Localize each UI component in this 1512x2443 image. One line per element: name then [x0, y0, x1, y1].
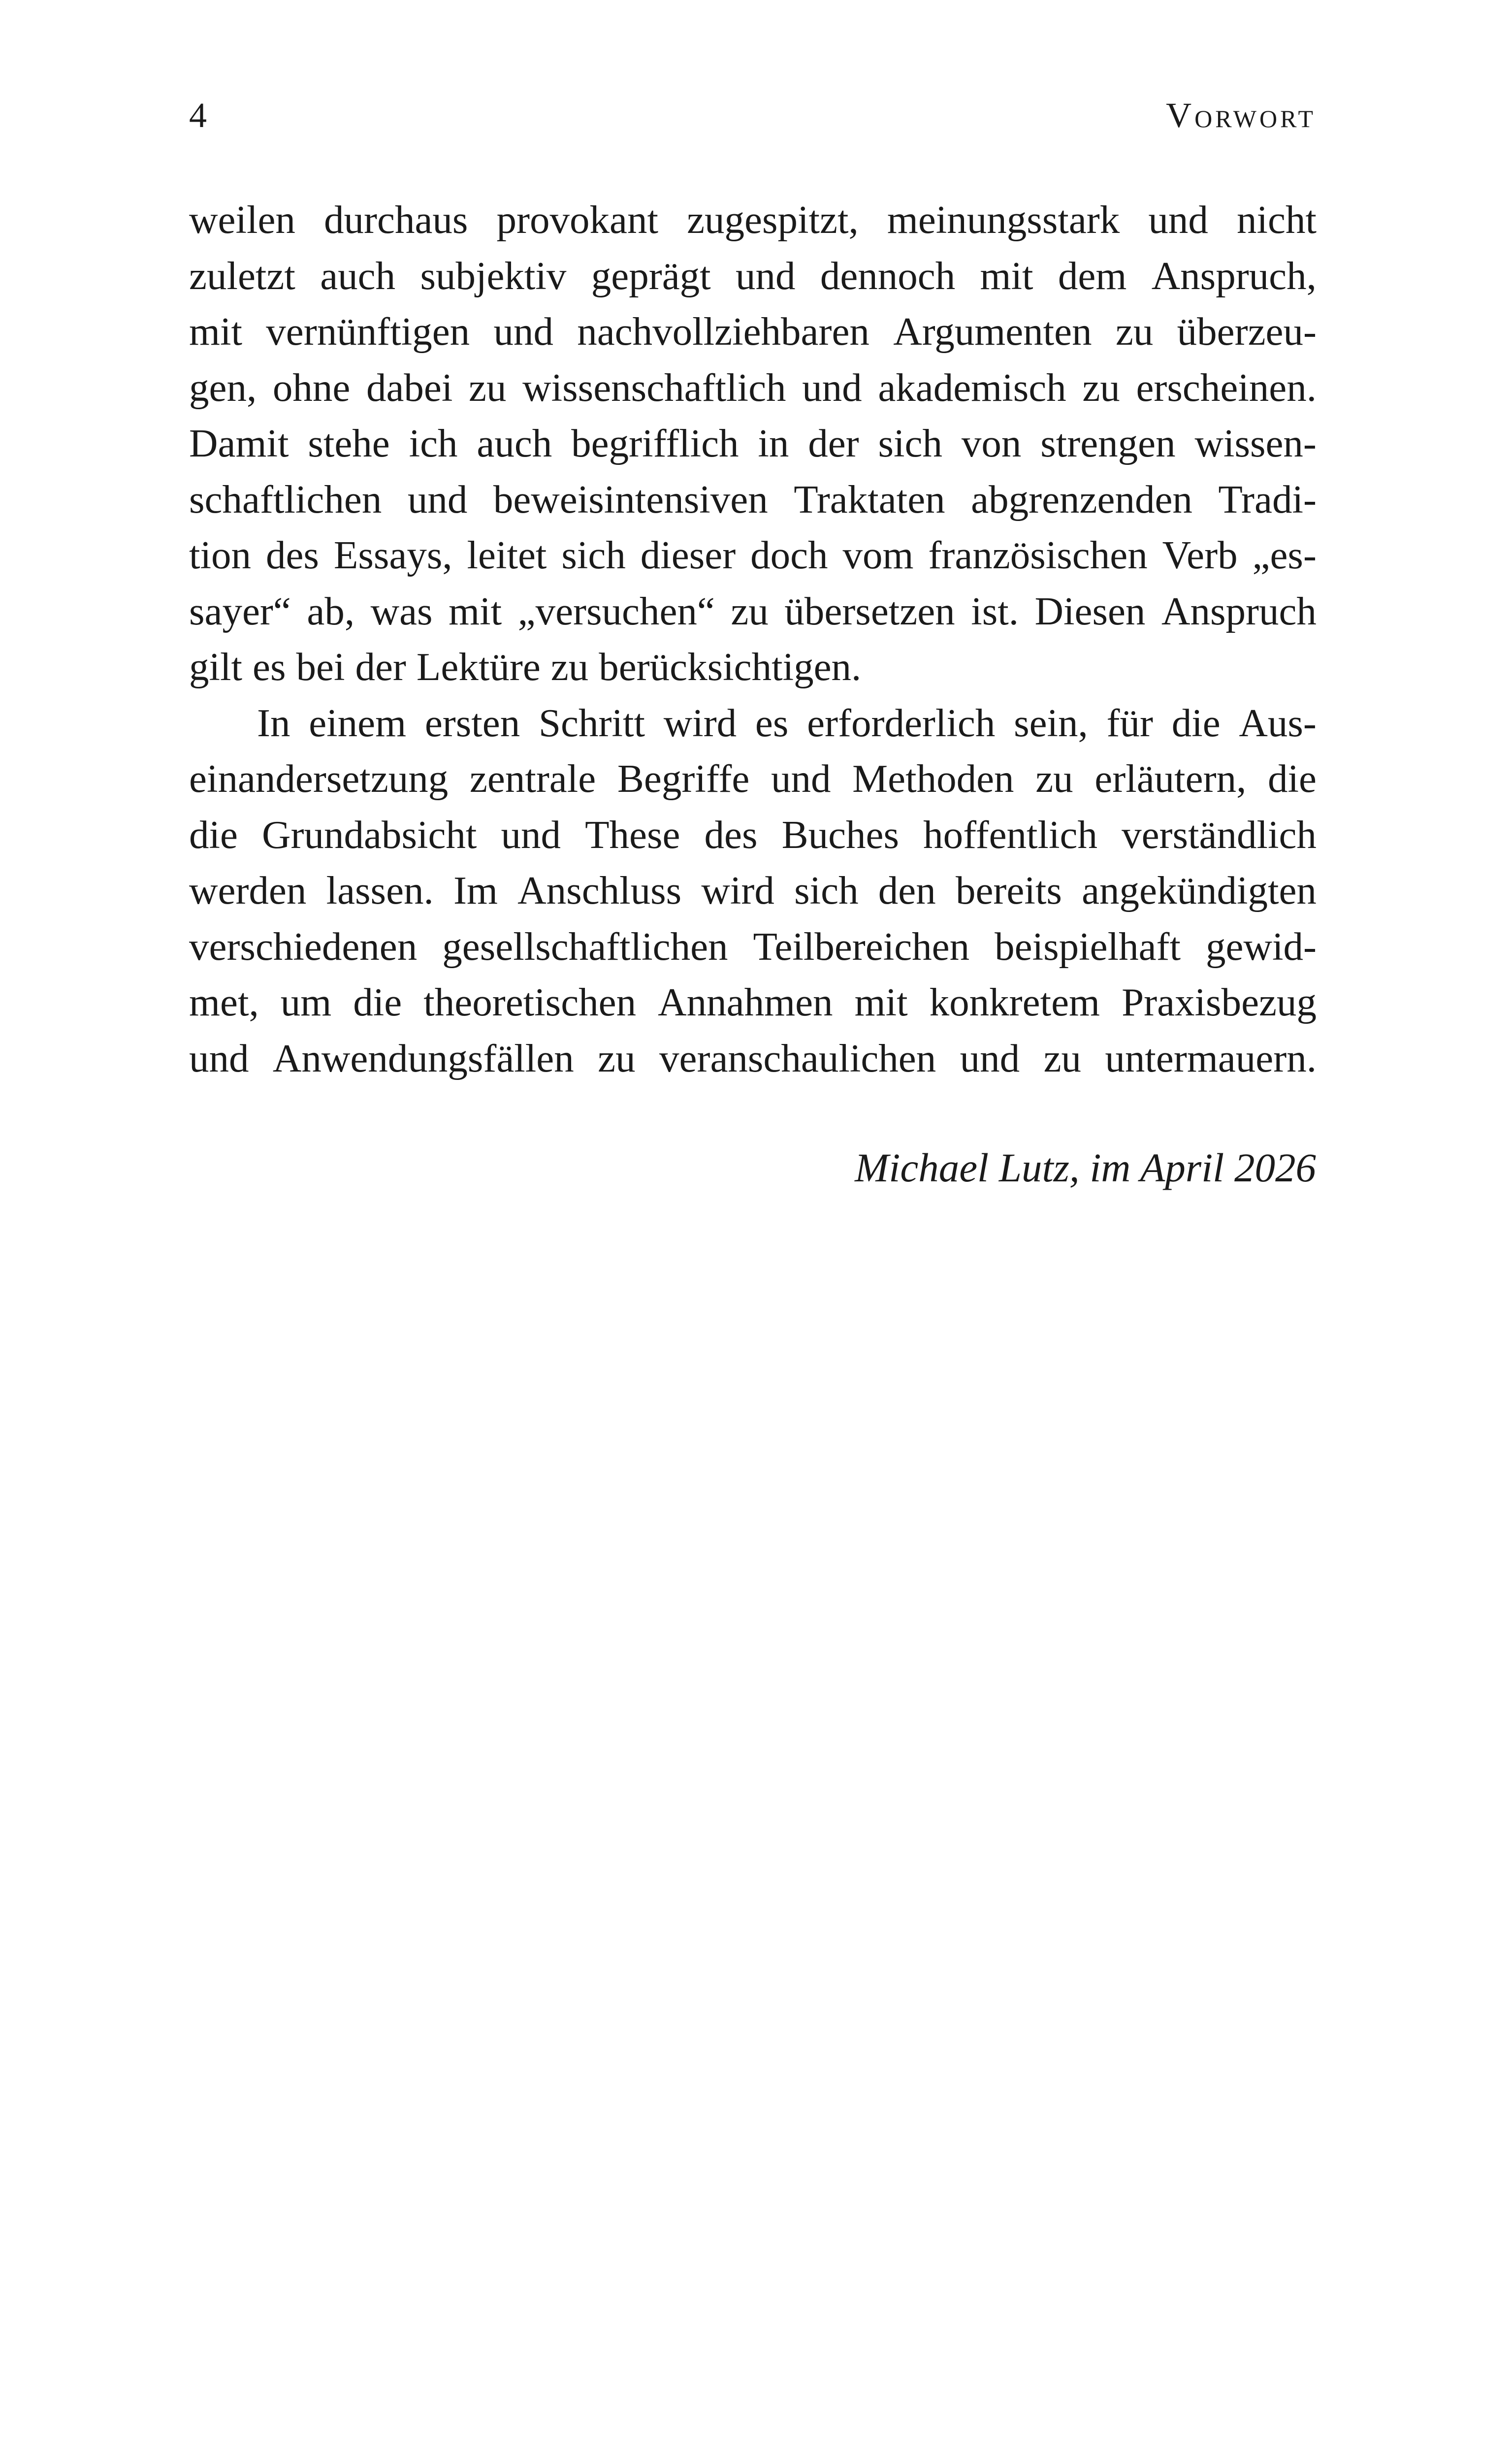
- text-line: [189, 639, 1317, 695]
- word: Teilbereichen: [753, 924, 970, 969]
- word: berücksichtigen.: [599, 645, 862, 689]
- text-line: [189, 807, 1317, 863]
- word: die: [1268, 756, 1317, 801]
- word: subjektiv: [420, 253, 567, 298]
- word: lassen.: [326, 868, 434, 912]
- word: schaftlichen: [189, 477, 382, 521]
- text-line: [189, 584, 1317, 640]
- word: die: [189, 812, 238, 857]
- word: mit: [854, 980, 908, 1024]
- text-line: [189, 527, 1317, 584]
- word: Praxisbezug: [1122, 980, 1317, 1024]
- word: meinungsstark: [887, 197, 1120, 242]
- word: Annahmen: [658, 980, 833, 1024]
- word: und: [189, 1036, 249, 1080]
- word: weilen: [189, 197, 295, 242]
- word: erläutern,: [1094, 756, 1247, 801]
- word: veranschaulichen: [659, 1036, 936, 1080]
- word: Begriffe: [617, 756, 750, 801]
- word: ab,: [307, 588, 355, 633]
- word: wissen-: [1194, 421, 1317, 465]
- running-head: Vorwort: [1166, 96, 1316, 135]
- text-line: [189, 919, 1317, 975]
- word: einem: [309, 700, 407, 745]
- word: und: [1148, 197, 1208, 242]
- word: In: [257, 700, 290, 745]
- word: konkretem: [929, 980, 1100, 1024]
- word: wird: [701, 868, 774, 912]
- word: gilt: [189, 645, 243, 689]
- word: Traktaten: [794, 477, 945, 521]
- word: wissenschaftlich: [522, 365, 786, 410]
- body-text: [189, 192, 1317, 1086]
- text-line: [189, 863, 1317, 919]
- word: zu: [1035, 756, 1073, 801]
- word: den: [878, 868, 936, 912]
- word: Im: [453, 868, 498, 912]
- word: angekündigten: [1082, 868, 1317, 912]
- page-number: 4: [189, 96, 207, 135]
- word: zu: [1082, 365, 1120, 410]
- word: strengen: [1040, 421, 1176, 465]
- word: doch: [750, 533, 828, 577]
- word: ich: [409, 421, 458, 465]
- word: verschiedenen: [189, 924, 418, 969]
- word: und: [493, 309, 553, 354]
- word: und: [407, 477, 468, 521]
- word: zentrale: [469, 756, 596, 801]
- word: Essays,: [333, 533, 452, 577]
- word: Anspruch,: [1151, 253, 1317, 298]
- word: und: [771, 756, 831, 801]
- word: zu: [550, 645, 589, 689]
- word: übersetzen: [784, 588, 955, 633]
- word: zu: [598, 1036, 636, 1080]
- word: in: [758, 421, 789, 465]
- word: Lektüre: [416, 645, 541, 689]
- word: gesellschaftlichen: [442, 924, 728, 969]
- word: der: [355, 645, 406, 689]
- word: erforderlich: [807, 700, 996, 745]
- word: Tradi-: [1218, 477, 1317, 521]
- word: Schritt: [538, 700, 645, 745]
- word: bei: [296, 645, 345, 689]
- word: These: [585, 812, 680, 857]
- paragraph-2: [189, 695, 1317, 1087]
- word: ist.: [971, 588, 1019, 633]
- word: Anwendungsfällen: [272, 1036, 574, 1080]
- word: geprägt: [591, 253, 711, 298]
- signature: Michael Lutz, im April 2026: [855, 1145, 1316, 1190]
- word: vom: [842, 533, 914, 577]
- word: Grundabsicht: [262, 812, 477, 857]
- word: Buches: [781, 812, 900, 857]
- word: beweisintensiven: [493, 477, 768, 521]
- word: Argumenten: [893, 309, 1092, 354]
- word: theoretischen: [423, 980, 637, 1024]
- text-line: [189, 472, 1317, 528]
- word: Diesen: [1034, 588, 1146, 633]
- text-line: [189, 304, 1317, 360]
- text-line: [189, 416, 1317, 472]
- word: dennoch: [820, 253, 956, 298]
- word: und: [501, 812, 561, 857]
- word: auch: [320, 253, 396, 298]
- word: met,: [189, 980, 259, 1024]
- word: Damit: [189, 421, 289, 465]
- word: dabei: [366, 365, 453, 410]
- word: sich: [561, 533, 626, 577]
- text-line: [189, 695, 1317, 751]
- text-line: [189, 360, 1317, 416]
- word: es: [755, 700, 789, 745]
- word: tion: [189, 533, 252, 577]
- word: bereits: [955, 868, 1062, 912]
- word: beispielhaft: [995, 924, 1181, 969]
- word: um: [280, 980, 332, 1024]
- word: der: [808, 421, 859, 465]
- word: für: [1106, 700, 1153, 745]
- word: sich: [794, 868, 859, 912]
- word: Aus-: [1239, 700, 1317, 745]
- word: mit: [189, 309, 243, 354]
- word: Methoden: [852, 756, 1014, 801]
- text-line: [189, 192, 1317, 248]
- word: „es-: [1252, 533, 1317, 577]
- word: sein,: [1014, 700, 1088, 745]
- word: und: [960, 1036, 1020, 1080]
- word: sich: [878, 421, 942, 465]
- word: dem: [1058, 253, 1127, 298]
- word: Anschluss: [517, 868, 682, 912]
- word: überzeu-: [1177, 309, 1317, 354]
- word: ohne: [272, 365, 351, 410]
- word: französischen: [928, 533, 1148, 577]
- word: und: [735, 253, 796, 298]
- word: auch: [477, 421, 552, 465]
- word: zugespitzt,: [687, 197, 859, 242]
- word: des: [265, 533, 319, 577]
- word: des: [704, 812, 758, 857]
- word: zuletzt: [189, 253, 295, 298]
- word: die: [353, 980, 402, 1024]
- paragraph-1: [189, 192, 1317, 695]
- word: erscheinen.: [1136, 365, 1317, 410]
- word: hoffentlich: [923, 812, 1097, 857]
- word: dieser: [640, 533, 736, 577]
- word: wird: [663, 700, 737, 745]
- word: verständlich: [1122, 812, 1317, 857]
- word: zu: [469, 365, 507, 410]
- word: akademisch: [878, 365, 1066, 410]
- word: und: [802, 365, 862, 410]
- word: gewid-: [1206, 924, 1317, 969]
- word: mit: [980, 253, 1033, 298]
- word: gen,: [189, 365, 257, 410]
- word: Anspruch: [1161, 588, 1317, 633]
- word: provokant: [496, 197, 658, 242]
- word: zu: [1115, 309, 1154, 354]
- text-line: [189, 975, 1317, 1031]
- text-line: [189, 751, 1317, 807]
- word: abgrenzenden: [971, 477, 1192, 521]
- word: nicht: [1237, 197, 1317, 242]
- word: zu: [731, 588, 769, 633]
- text-line: [189, 1031, 1317, 1087]
- word: werden: [189, 868, 307, 912]
- word: „versuchen“: [517, 588, 715, 633]
- word: nachvollziehbaren: [577, 309, 869, 354]
- word: von: [961, 421, 1022, 465]
- word: vernünftigen: [266, 309, 470, 354]
- word: durchaus: [324, 197, 468, 242]
- word: mit: [449, 588, 502, 633]
- word: Verb: [1162, 533, 1238, 577]
- word: stehe: [308, 421, 390, 465]
- text-line: [189, 248, 1317, 304]
- word: begrifflich: [571, 421, 739, 465]
- word: ersten: [424, 700, 520, 745]
- word: was: [370, 588, 433, 633]
- word: sayer“: [189, 588, 291, 633]
- word: untermauern.: [1105, 1036, 1317, 1080]
- word: die: [1171, 700, 1221, 745]
- word: zu: [1043, 1036, 1082, 1080]
- word: leitet: [467, 533, 547, 577]
- word: es: [253, 645, 286, 689]
- word: einandersetzung: [189, 756, 449, 801]
